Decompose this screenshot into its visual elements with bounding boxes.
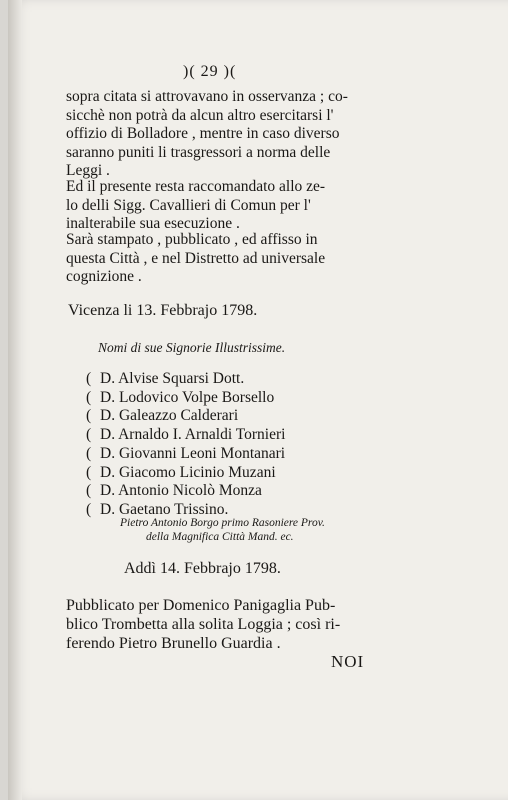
paren-mark: ( <box>86 500 92 518</box>
page <box>8 0 508 800</box>
paren-mark: ( <box>86 388 92 406</box>
paren-mark: ( <box>86 407 92 425</box>
signature-line: della Magnifica Città Mand. ec. <box>146 530 294 543</box>
text-line: cognizione . <box>66 268 142 285</box>
paragraph-publication <box>66 596 384 653</box>
text-line: ferendo Pietro Brunello Guardia . <box>66 635 281 652</box>
paragraph-observance <box>66 88 396 181</box>
paragraph-recommendation <box>66 178 396 234</box>
text-line: Sarà stampato , pubblicato , ed affisso in <box>66 231 318 248</box>
text-line: sopra citata si attrovavano in osservanza ; co- <box>66 88 348 105</box>
name-text: D. Lodovico Volpe Borsello <box>100 388 275 406</box>
paren-mark: ( <box>86 463 92 481</box>
list-item <box>86 464 285 483</box>
text-line: questa Città , e nel Distretto ad universale <box>66 249 326 267</box>
list-item <box>86 407 285 426</box>
paren-mark: ( <box>86 426 92 444</box>
text-line: Ed il presente resta raccomandato allo ze- <box>66 178 326 195</box>
date-addi: Addì 14. Febbrajo 1798. <box>124 560 281 577</box>
signature-block <box>120 517 325 544</box>
paren-mark: ( <box>86 370 92 387</box>
text-line: blico Trombetta alla solita Loggia ; così ri- <box>66 616 341 633</box>
name-text: D. Alvise Squarsi Dott. <box>100 370 245 387</box>
name-text: D. Antonio Nicolò Monza <box>100 482 262 500</box>
list-item <box>86 426 285 445</box>
name-text: D. Giovanni Leoni Montanari <box>100 444 286 462</box>
text-line: offizio di Bolladore , mentre in caso diverso <box>66 125 340 142</box>
name-text: D. Gaetano Trissino. <box>100 500 229 518</box>
text-line: inalterabile sua esecuzione . <box>66 215 240 232</box>
list-item <box>86 370 285 389</box>
text-line: Leggi . <box>66 162 110 179</box>
catchword: NOI <box>331 652 365 671</box>
paren-mark: ( <box>86 482 92 500</box>
name-text: D. Giacomo Licinio Muzani <box>100 463 276 481</box>
list-item <box>86 445 285 464</box>
text-line: lo delli Sigg. Cavallieri di Comun per l' <box>66 196 311 214</box>
text-line: saranno puniti li trasgressori a norma delle <box>66 143 331 161</box>
name-text: D. Arnaldo I. Arnaldi Tornieri <box>100 426 286 444</box>
binding-gutter <box>8 0 22 800</box>
list-item <box>86 389 285 408</box>
text-line: sicchè non potrà da alcun altro esercitarsi l' <box>66 106 334 124</box>
text-line: Pubblicato per Domenico Panigaglia Pub- <box>66 597 336 614</box>
paren-mark: ( <box>86 444 92 462</box>
names-list <box>86 370 285 520</box>
paragraph-printing <box>66 231 396 287</box>
list-item <box>86 482 285 501</box>
signature-line: Pietro Antonio Borgo primo Rasoniere Prov. <box>120 517 325 529</box>
page-number: )( 29 )( <box>183 63 237 80</box>
names-heading: Nomi di sue Signorie Illustrissime. <box>98 340 286 355</box>
name-text: D. Galeazzo Calderari <box>100 407 239 425</box>
date-vicenza: Vicenza li 13. Febbrajo 1798. <box>68 302 258 319</box>
